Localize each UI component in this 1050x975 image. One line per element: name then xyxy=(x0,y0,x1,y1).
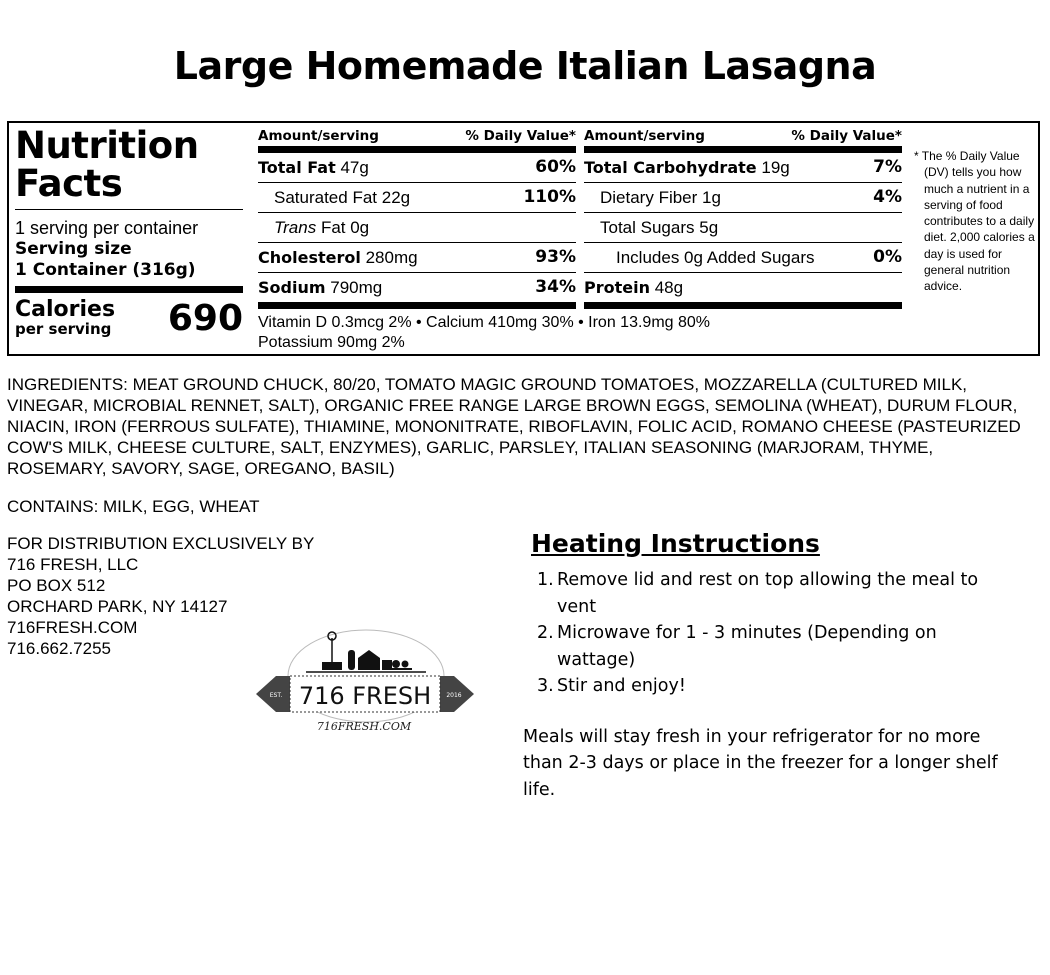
calories-row xyxy=(15,296,243,340)
nutrient-name: Dietary Fiber xyxy=(600,188,698,207)
step-text: Stir and enjoy! xyxy=(557,676,686,696)
nutrient-amount: 22g xyxy=(381,188,411,207)
nutrition-facts-panel xyxy=(7,121,1040,356)
serving-size-label: Serving size xyxy=(15,239,132,259)
footnote-body: (DV) tells you how much a nutrient in a serving of food contributes to a daily diet. 2,000 calories a day is used for general nutrition advice. xyxy=(924,165,1035,294)
column-header xyxy=(258,128,576,153)
nutrient-name: Trans xyxy=(274,218,317,237)
servings-per-container: 1 serving per container xyxy=(15,218,199,238)
nutrition-heading-line2: Facts xyxy=(15,162,123,205)
nutrient-row-saturated-fat xyxy=(258,183,576,213)
nutrient-amount: Fat 0g xyxy=(320,218,370,237)
logo-wordmark: 716 FRESH xyxy=(298,682,432,710)
logo-est: EST. xyxy=(269,692,283,699)
nutrient-amount: 5g xyxy=(699,218,719,237)
nutrient-row-total-sugars xyxy=(584,213,902,243)
step-number: 1. xyxy=(537,570,554,590)
step-number: 2. xyxy=(537,623,554,643)
heating-step xyxy=(523,567,1013,620)
daily-value-header: % Daily Value* xyxy=(791,128,902,144)
nutrient-dv: 0% xyxy=(873,247,902,267)
heating-instructions xyxy=(523,527,1013,803)
nutrient-column-right xyxy=(584,128,902,309)
daily-value-header: % Daily Value* xyxy=(465,128,576,144)
logo-url: 716FRESH.COM xyxy=(316,720,412,733)
heating-title: Heating Instructions xyxy=(531,529,820,558)
heating-step xyxy=(523,620,1013,673)
distributor-name: 716 FRESH, LLC xyxy=(7,555,139,574)
brand-logo xyxy=(254,624,476,736)
nutrient-dv: 7% xyxy=(873,157,902,177)
nutrient-amount: 1g xyxy=(702,188,721,207)
distributor-po-box: PO BOX 512 xyxy=(7,576,106,595)
serving-size-value: 1 Container (316g) xyxy=(15,260,196,280)
nutrient-dv: 4% xyxy=(873,187,902,207)
nutrient-row-total-fat xyxy=(258,153,576,183)
calories-value: 690 xyxy=(167,298,243,339)
divider xyxy=(15,209,243,210)
nutrient-name: Cholesterol xyxy=(258,248,361,267)
divider-thick xyxy=(15,286,243,293)
column-header xyxy=(584,128,902,153)
allergen-statement: CONTAINS: MILK, EGG, WHEAT xyxy=(7,497,260,516)
distributor-website: 716FRESH.COM xyxy=(7,618,138,637)
amount-header: Amount/serving xyxy=(584,128,705,144)
vitamins-minerals xyxy=(258,313,710,353)
nutrient-dv: 60% xyxy=(535,157,576,177)
nutrient-amount: 47g xyxy=(340,158,369,177)
nutrient-row-added-sugars xyxy=(584,243,902,273)
nutrient-row-protein xyxy=(584,273,902,309)
nutrient-name: Sodium xyxy=(258,278,326,297)
nutrient-row-sodium xyxy=(258,273,576,309)
nutrient-amount: 19g xyxy=(761,158,790,177)
distributor-line: FOR DISTRIBUTION EXCLUSIVELY BY xyxy=(7,534,315,553)
nutrient-amount: 48g xyxy=(654,278,684,297)
heating-steps xyxy=(523,567,1013,700)
nutrition-summary xyxy=(15,124,243,340)
nutrient-name: Saturated Fat xyxy=(274,188,378,207)
nutrient-dv: 34% xyxy=(535,277,576,297)
nutrient-name: Total Fat xyxy=(258,158,336,177)
nutrient-row-dietary-fiber xyxy=(584,183,902,213)
nutrient-name: Includes 0g Added Sugars xyxy=(616,248,815,267)
daily-value-footnote xyxy=(914,148,1042,295)
nutrient-row-trans-fat xyxy=(258,213,576,243)
heating-step xyxy=(523,673,1013,700)
step-text: Remove lid and rest on top allowing the meal to vent xyxy=(557,570,979,617)
calories-label: Calories xyxy=(15,297,116,322)
step-text: Microwave for 1 - 3 minutes (Depending on wattage) xyxy=(557,623,937,670)
storage-note: Meals will stay fresh in your refrigerator for no more than 2-3 days or place in the freezer for a longer shelf life. xyxy=(523,726,998,800)
nutrition-heading-line1: Nutrition xyxy=(15,124,199,167)
nutrient-row-cholesterol xyxy=(258,243,576,273)
nutrient-amount: 280mg xyxy=(365,248,418,267)
calories-sub-label: per serving xyxy=(15,320,112,338)
nutrient-name: Total Carbohydrate xyxy=(584,158,757,177)
nutrient-dv: 93% xyxy=(535,247,576,267)
product-title: Large Homemade Italian Lasagna xyxy=(173,44,877,88)
distributor-city: ORCHARD PARK, NY 14127 xyxy=(7,597,228,616)
vitamins-line1: Vitamin D 0.3mcg 2% • Calcium 410mg 30% • Iron 13.9mg 80% xyxy=(258,314,711,331)
step-number: 3. xyxy=(537,676,554,696)
vitamins-line2: Potassium 90mg 2% xyxy=(258,334,405,351)
logo-year: 2016 xyxy=(446,692,462,699)
nutrient-column-left xyxy=(258,128,576,309)
nutrient-dv: 110% xyxy=(523,187,576,207)
amount-header: Amount/serving xyxy=(258,128,379,144)
nutrient-name: Total Sugars xyxy=(600,218,695,237)
ingredients-list: INGREDIENTS: MEAT GROUND CHUCK, 80/20, TOMATO MAGIC GROUND TOMATOES, MOZZARELLA (CULTURED MILK, VINEGAR, MICROBIAL RENNET, SALT), ORGANIC FREE RANGE LARGE BROWN EGGS, SEMOLINA (WHEAT), DURUM FLOUR, NIACIN, IRON (FERROUS SULFATE), THIAMINE, MONONITRATE, RIBOFLAVIN, FOLIC ACID, ROMANO CHEESE (PASTEURIZED COW'S MILK, CHEESE CULTURE, SALT, ENZYMES), GARLIC, PARSLEY, ITALIAN SEASONING (MARJORAM, THYME, ROSEMARY, SAVORY, SAGE, OREGANO, BASIL) xyxy=(7,375,1021,478)
nutrient-row-total-carbohydrate xyxy=(584,153,902,183)
nutrient-name: Protein xyxy=(584,278,650,297)
footnote-first-line: * The % Daily Value xyxy=(914,149,1020,163)
nutrient-amount: 790mg xyxy=(330,278,383,297)
distributor-phone: 716.662.7255 xyxy=(7,639,111,658)
nutrition-heading xyxy=(15,124,243,205)
